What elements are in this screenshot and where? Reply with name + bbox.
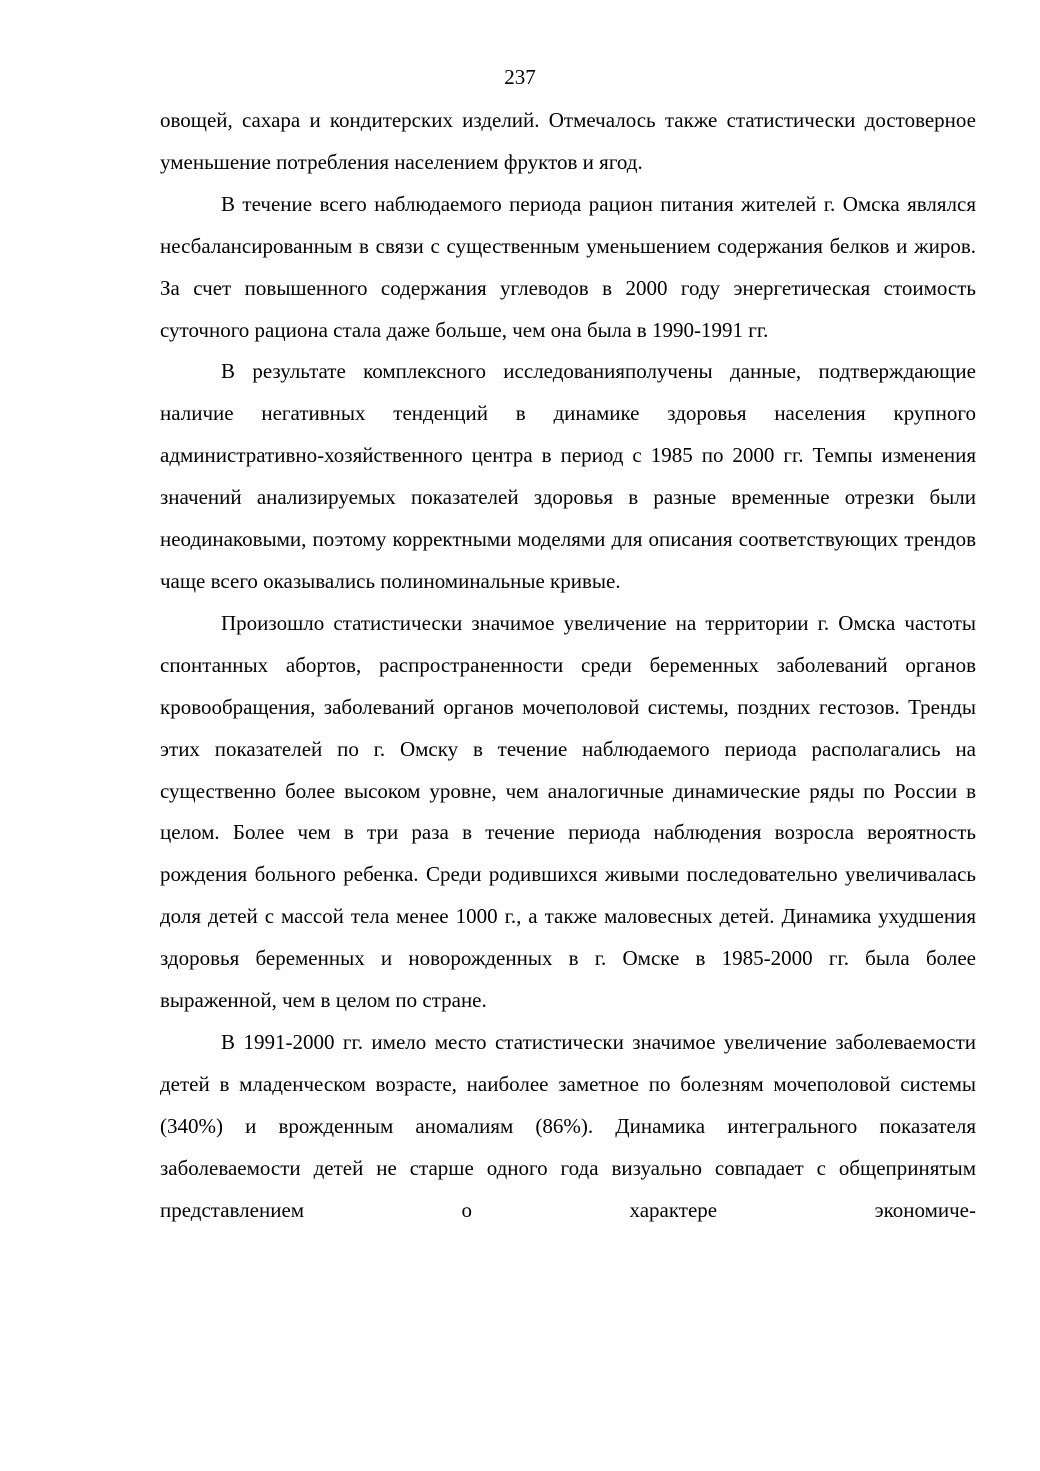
page-number: 237 xyxy=(504,65,536,89)
paragraph-5: В 1991-2000 гг. имело место статистически значимое увеличение заболеваемости детей в младенческом возрасте, наиболее заметное по болезням мочеполовой системы (340%) и врожденным аномалиям (86%). Динамика интегрального показателя заболеваемости детей не старше одного года визуально совпадает с общепринятым представлением о характере экономиче- xyxy=(160,1029,976,1222)
paragraph-1: овощей, сахара и кондитерских изделий. Отмечалось также статистически достоверное уменьшение потребления населением фруктов и ягод. xyxy=(160,108,976,174)
paragraph-2: В течение всего наблюдаемого периода рацион питания жителей г. Омска являлся несбалансированным в связи с существенным уменьшением содержания белков и жиров. За счет повышенного содержания углеводов в 2000 году энергетическая стоимость суточного рациона стала даже больше, чем она была в 1990-1991 гг. xyxy=(160,191,976,342)
paragraph-3: В результате комплексного исследованияполучены данные, подтверждающие наличие негативных тенденций в динамике здоровья населения крупного административно-хозяйственного центра в период с 1985 по 2000 гг. Темпы изменения значений анализируемых показателей здоровья в разные временные отрезки были неодинаковыми, поэтому корректными моделями для описания соответствующих трендов чаще всего оказывались полиноминальные кривые. xyxy=(160,359,976,593)
paragraph-4: Произошло статистически значимое увеличение на территории г. Омска частоты спонтанных абортов, распространенности среди беременных заболеваний органов кровообращения, заболеваний органов мочеполовой системы, поздних гестозов. Тренды этих показателей по г. Омску в течение наблюдаемого периода располагались на существенно более высоком уровне, чем аналогичные динамические ряды по России в целом. Более чем в три раза в течение периода наблюдения возросла вероятность рождения больного ребенка. Среди родившихся живыми последовательно увеличивалась доля детей с массой тела менее 1000 г., а также маловесных детей. Динамика ухудшения здоровья беременных и новорожденных в г. Омске в 1985-2000 гг. была более выраженной, чем в целом по стране. xyxy=(160,610,976,1013)
document-body xyxy=(160,100,976,1231)
